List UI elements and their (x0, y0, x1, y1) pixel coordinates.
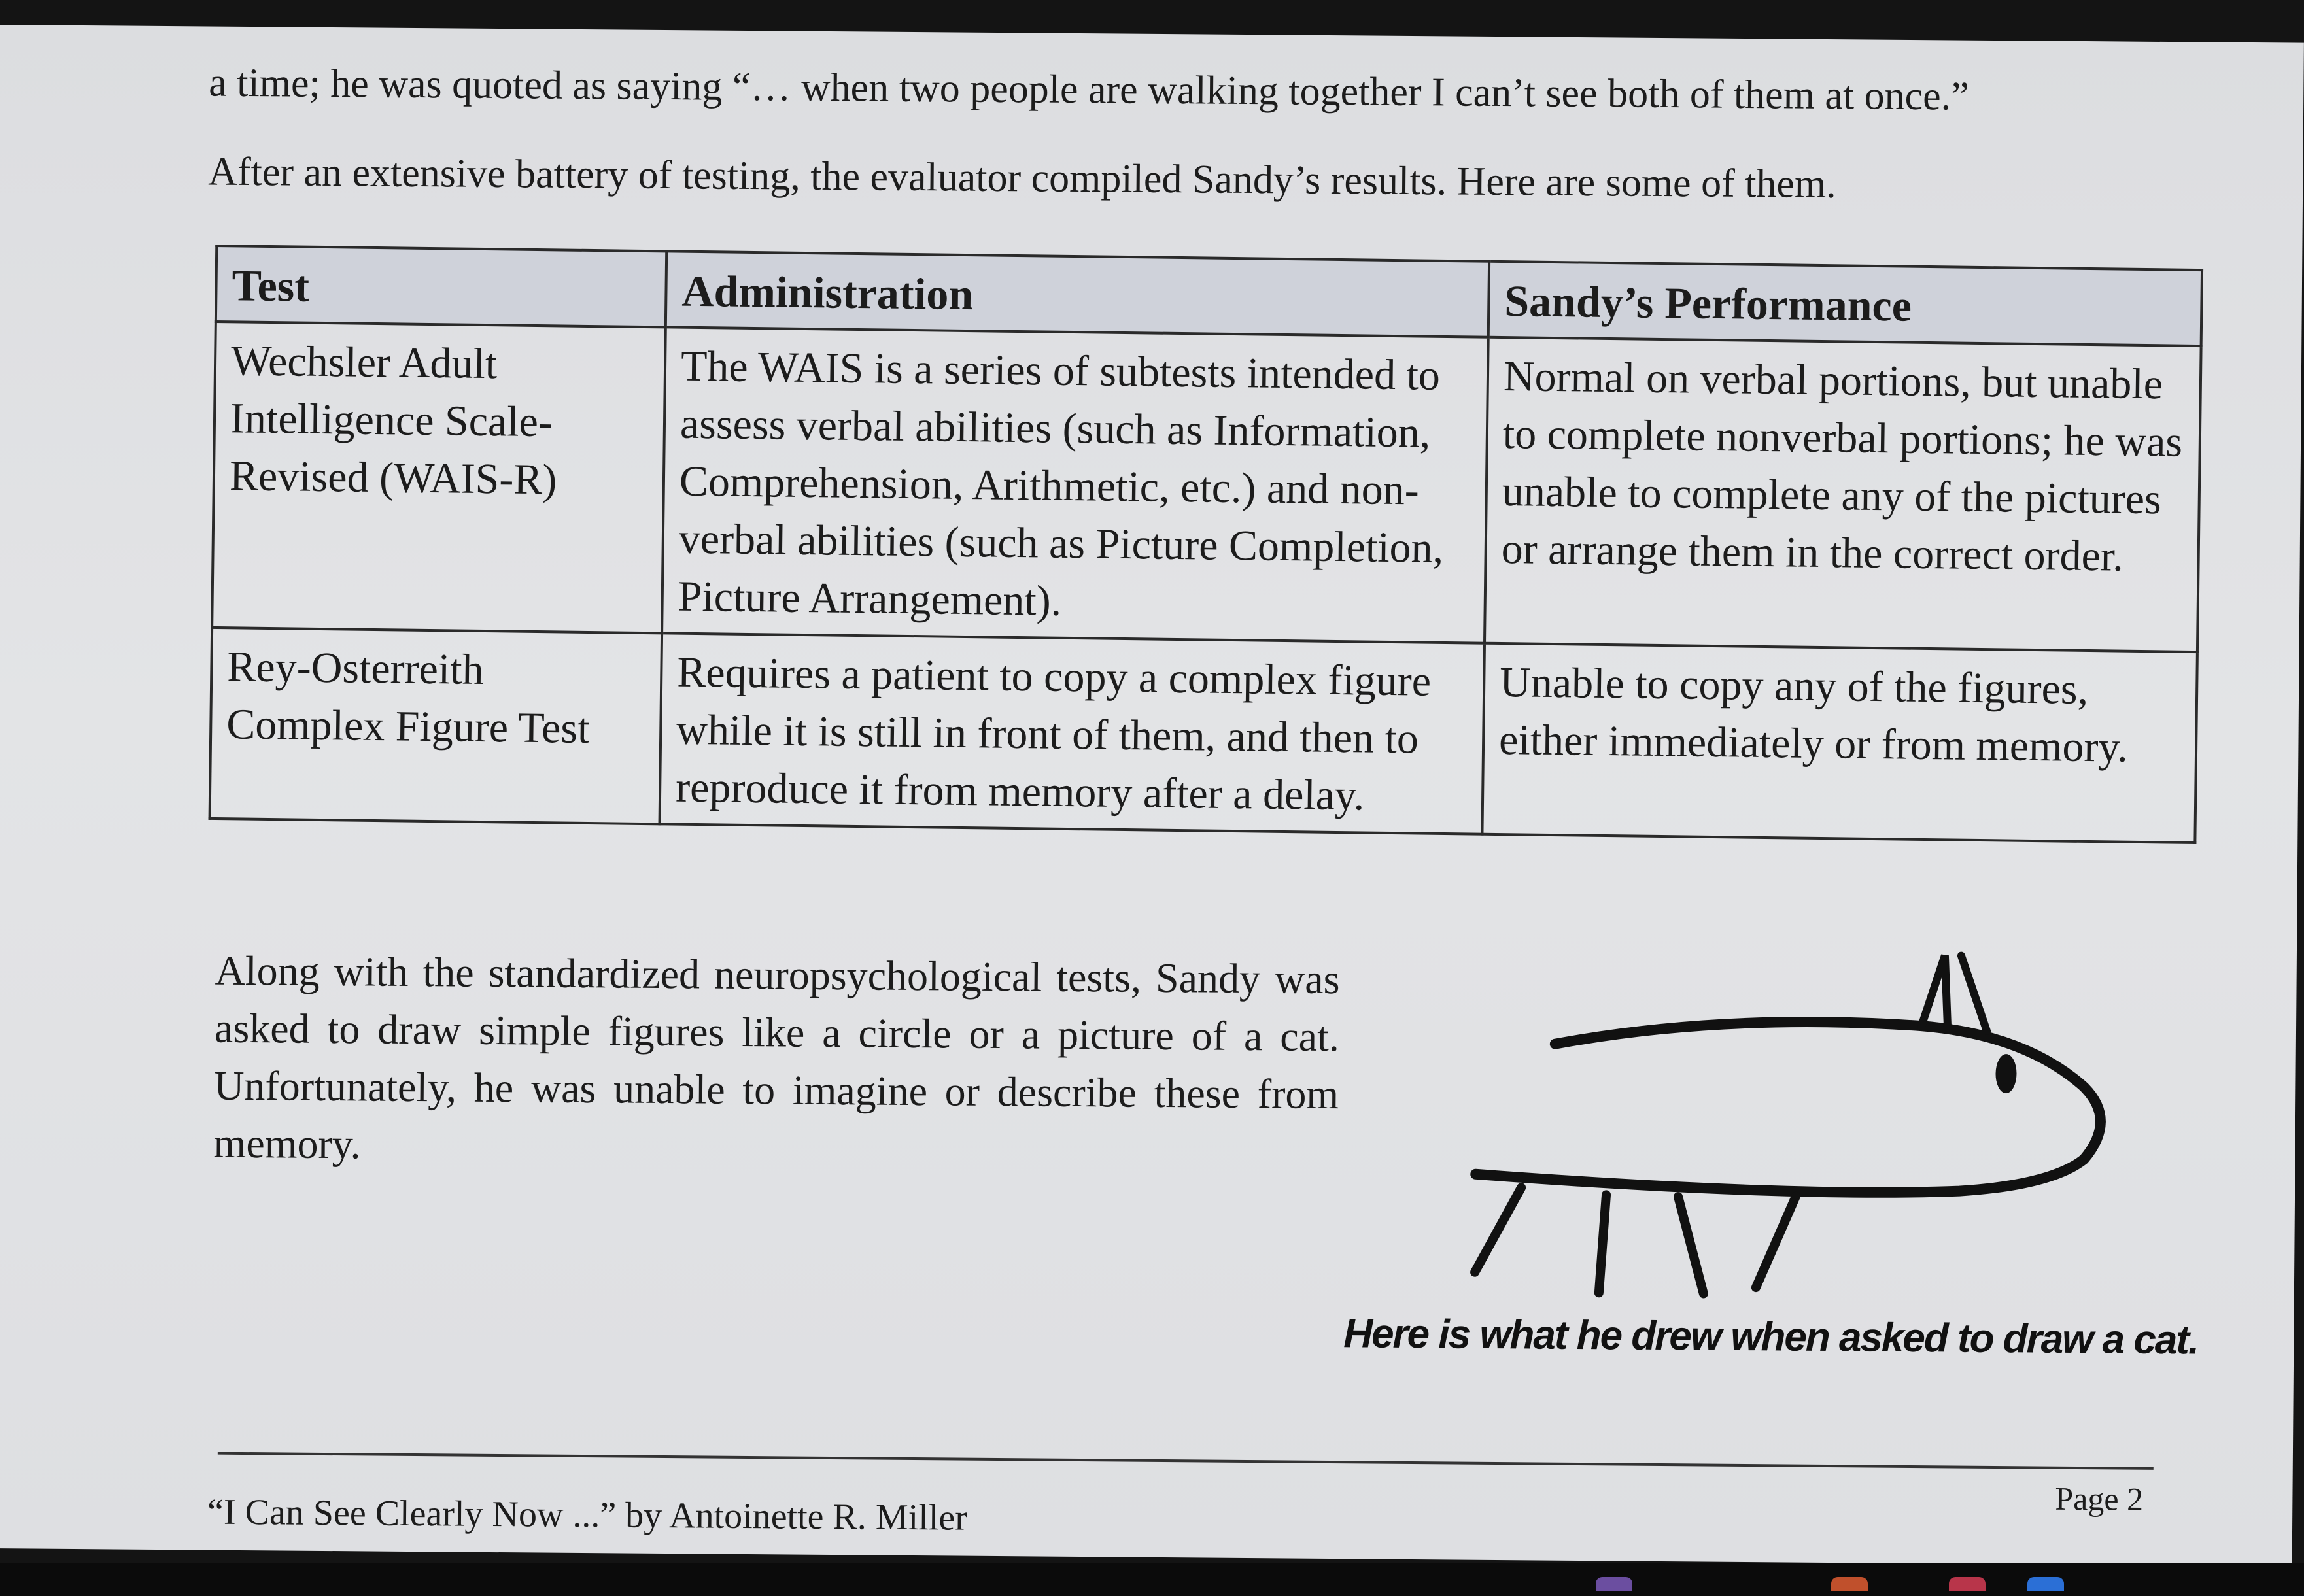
dock-app-icon[interactable] (1831, 1577, 1868, 1591)
dock-app-icon[interactable] (1949, 1577, 1986, 1591)
intro-line-2: After an extensive battery of testing, the evaluator compiled Sandy’s results. Here are some of them. (207, 149, 1836, 207)
table-row (212, 322, 2201, 652)
dock-app-icon[interactable] (1596, 1577, 1632, 1591)
header-test: Test (216, 246, 666, 327)
cat-legs (1475, 1187, 1796, 1295)
page-number: Page 2 (2055, 1480, 2144, 1518)
cell-administration: The WAIS is a series of subtests intended to assess verbal abilities (such as Information, Comprehension, Arithmetic, etc.) and non-verbal abilities (such as Picture Completion, Picture Arrangement). (662, 327, 1488, 643)
cell-test: Wechsler Adult Intelligence Scale-Revised (WAIS-R) (212, 322, 666, 633)
footer-source: “I Can See Clearly Now ...” by Antoinette R. Miller (207, 1491, 968, 1538)
table-row (210, 628, 2197, 843)
intro-line-1: a time; he was quoted as saying “… when two people are walking together I can’t see both of them at once.” (209, 60, 1970, 119)
cell-administration: Requires a patient to copy a complex figure while it is still in front of them, and then to reproduce it from memory after a delay. (660, 633, 1485, 834)
results-table (209, 245, 2204, 844)
dock-app-icon[interactable] (2027, 1577, 2064, 1591)
cell-performance: Normal on verbal portions, but unable to complete nonverbal portions; he was unable to complete any of the pictures or arrange them in the correct order. (1485, 337, 2201, 652)
document-page (0, 25, 2304, 1567)
cat-ear (1921, 955, 1987, 1031)
cat-eye (1995, 1054, 2016, 1093)
header-performance: Sandy’s Performance (1488, 262, 2202, 346)
intro-text (208, 39, 2197, 232)
cat-back-line (1475, 1019, 2101, 1195)
header-administration: Administration (666, 251, 1489, 337)
cat-drawing (1462, 939, 2118, 1310)
cell-test: Rey-Osterreith Complex Figure Test (210, 628, 662, 824)
cell-performance: Unable to copy any of the figures, either immediately or from memory. (1482, 643, 2197, 843)
footer-divider (218, 1452, 2154, 1470)
figure-caption: Here is what he drew when asked to draw a cat. (1343, 1311, 2199, 1363)
body-paragraph: Along with the standardized neuropsychological tests, Sandy was asked to draw simple figures like a circle or a picture of a cat. Unfortunately, he was unable to imagine or describe these from memory. (213, 947, 1340, 1168)
